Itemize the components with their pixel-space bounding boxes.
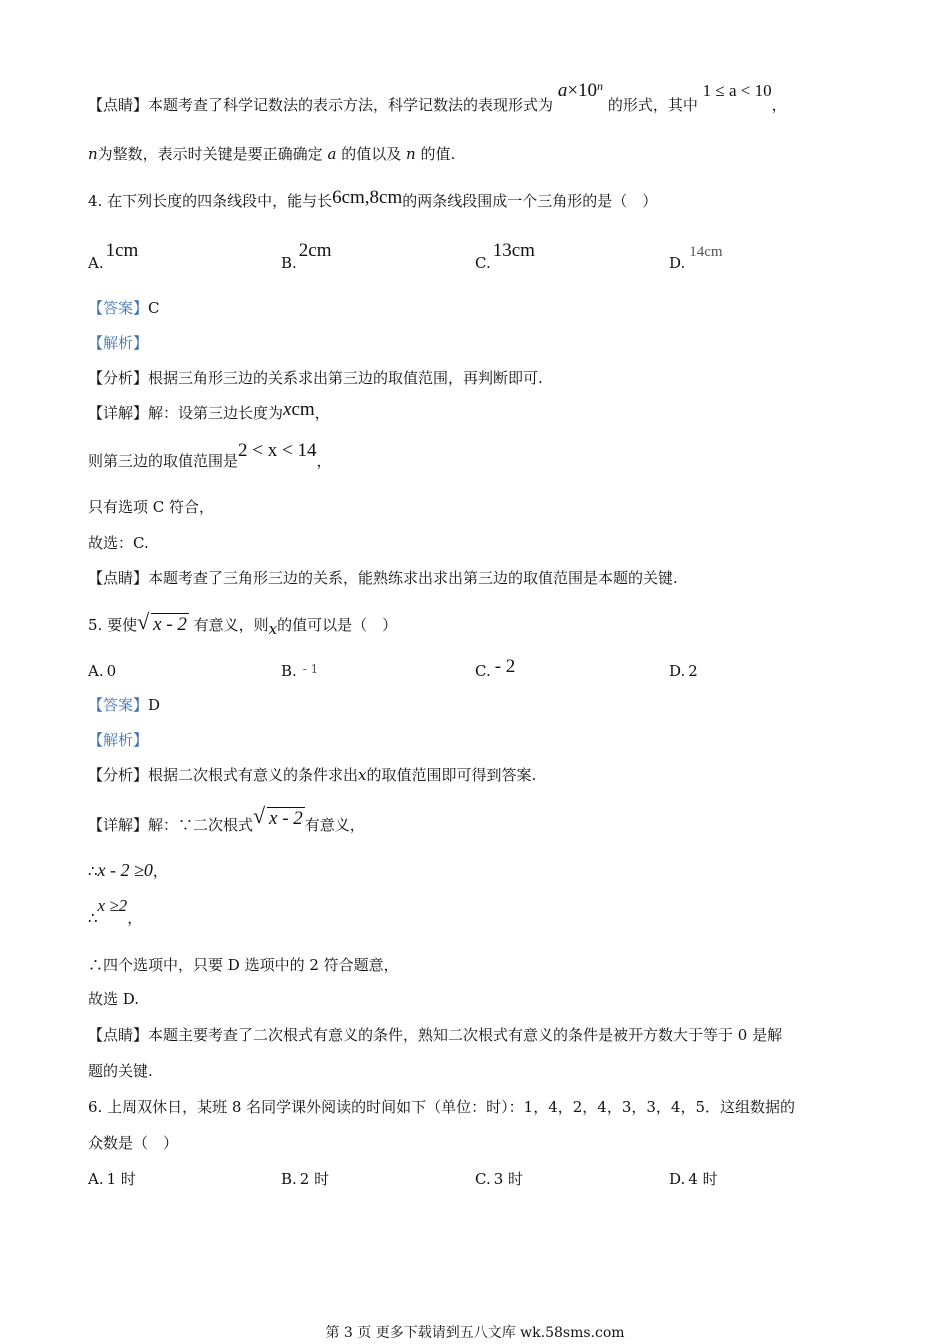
option-letter: C. — [475, 1170, 491, 1188]
var-n: n — [406, 145, 416, 163]
section-tag: 【点睛】 — [88, 96, 149, 114]
text: 根据二次根式有意义的条件求出 — [148, 766, 359, 784]
text: 众数是（ ） — [88, 1134, 179, 1152]
q4-option-b — [281, 240, 332, 274]
q4-fenxi — [88, 367, 543, 389]
q4-answer — [88, 297, 160, 319]
text: 本题主要考查了二次根式有意义的条件，熟知二次根式有意义的条件是被开方数大于等于 0 是解 — [148, 1026, 783, 1044]
q4-option-d — [669, 244, 723, 275]
text: 题的关键. — [88, 1062, 153, 1080]
option-letter: B. — [281, 662, 297, 680]
formula: 2 < x < 14 — [238, 440, 317, 461]
question-6-stem — [88, 1096, 795, 1118]
text: 故选 D. — [88, 990, 140, 1008]
q5-step-1 — [88, 859, 168, 882]
q6-option-c — [475, 1168, 524, 1190]
q4-only — [88, 496, 214, 518]
option-value: 2cm — [298, 240, 332, 261]
formula — [558, 80, 603, 101]
therefore-symbol: ∴ — [88, 909, 98, 927]
option-letter: D. — [669, 1170, 686, 1188]
q4-option-c — [475, 240, 535, 274]
option-value: 14cm — [689, 244, 723, 260]
section-tag: 【分析】 — [88, 369, 149, 387]
option-value: 0 — [106, 662, 117, 680]
radical-sign: √ — [253, 803, 266, 828]
option-letter: A. — [88, 1170, 104, 1188]
option-value: 2 — [688, 662, 698, 680]
text: 则第三边的取值范围是 — [88, 452, 239, 470]
text: ， — [127, 909, 143, 927]
var-n: n — [88, 145, 98, 163]
analysis-tag: 【解析】 — [88, 334, 149, 352]
formula: x - 2 ≥0 — [97, 860, 153, 880]
q5-option-a — [88, 660, 117, 682]
text: 的两条线段围成一个三角形的是（ ） — [402, 192, 658, 210]
q6-option-a — [88, 1168, 136, 1190]
option-value: 1cm — [105, 240, 139, 261]
option-letter: B. — [281, 254, 297, 272]
text: ∴四个选项中，只要 D 选项中的 2 符合题意， — [88, 956, 399, 974]
text: 解：设第三边长度为 — [148, 404, 284, 422]
q4-dianjing — [88, 567, 678, 589]
question-5-stem — [88, 609, 398, 638]
q4-analysis — [88, 332, 148, 354]
option-letter: D. — [669, 254, 686, 272]
section-tag: 【详解】 — [88, 816, 149, 834]
text: 故选：C. — [88, 534, 149, 552]
q5-step-3 — [88, 954, 399, 976]
text: 的值以及 — [341, 145, 402, 163]
analysis-tag: 【解析】 — [88, 731, 149, 749]
option-value: 13cm — [492, 240, 535, 261]
text: 为整数，表示时关键是要正确确定 — [97, 145, 323, 163]
q5-option-c — [475, 656, 516, 682]
q6-option-b — [281, 1168, 330, 1190]
q4-option-a — [88, 240, 139, 274]
q5-step-2 — [88, 896, 143, 929]
q5-choose — [88, 988, 139, 1010]
var-x: x — [268, 620, 278, 638]
option-letter: D. — [669, 662, 686, 680]
answer-value: C — [148, 299, 160, 317]
answer-value: D — [148, 696, 161, 714]
q5-detail — [88, 803, 365, 836]
text: 的值. — [420, 145, 456, 163]
option-letter: C. — [475, 662, 491, 680]
option-letter: C. — [475, 254, 491, 272]
text: 有意义， — [304, 816, 365, 834]
formula: xcm — [283, 399, 315, 420]
option-letter: B. — [281, 1170, 297, 1188]
option-value: - 1 — [302, 662, 319, 676]
question-6-stem-2 — [88, 1132, 178, 1154]
text: 有意义，则 — [193, 616, 269, 634]
q5-analysis — [88, 729, 148, 751]
option-letter: A. — [88, 662, 104, 680]
section-tag: 【详解】 — [88, 404, 149, 422]
range-formula: 1 ≤ a < 10 — [702, 81, 772, 100]
text: 本题考查了三角形三边的关系，能熟练求出求出第三边的取值范围是本题的关键. — [148, 569, 678, 587]
text: ， — [316, 452, 332, 470]
q5-dianjing-2 — [88, 1060, 153, 1082]
formula: 6cm,8cm — [332, 187, 403, 208]
var-a: a — [327, 145, 337, 163]
radicand: x - 2 — [269, 808, 303, 829]
text: 的取值范围即可得到答案. — [366, 766, 537, 784]
section-tag: 【分析】 — [88, 766, 149, 784]
text: 只有选项 C 符合， — [88, 498, 215, 516]
var-a: a — [557, 80, 568, 101]
q6-option-d — [669, 1168, 718, 1190]
text: ， — [771, 96, 787, 114]
q5-dianjing — [88, 1024, 782, 1046]
text: 5. 要使 — [88, 616, 138, 634]
option-letter: A. — [88, 254, 104, 272]
text: 6. 上周双休日，某班 8 名同学课外阅读的时间如下（单位：时）：1，4，2，4，3，3，4，5．这组数据的 — [88, 1098, 796, 1116]
dianjing-line-2 — [88, 143, 455, 165]
text: 根据三角形三边的关系求出第三边的取值范围，再判断即可. — [148, 369, 543, 387]
text: ， — [314, 404, 330, 422]
sqrt-expression — [253, 803, 305, 830]
option-value: - 2 — [494, 656, 516, 677]
text: 4. 在下列长度的四条线段中，能与长 — [88, 192, 333, 210]
q5-option-b — [281, 660, 319, 683]
question-4-stem — [88, 187, 658, 212]
times-ten: ×10 — [567, 80, 598, 101]
therefore-symbol: ∴ — [88, 862, 98, 880]
q5-option-d — [669, 660, 698, 682]
answer-tag: 【答案】 — [88, 696, 149, 714]
var-x: x — [358, 766, 367, 784]
radicand: x - 2 — [153, 614, 187, 635]
section-tag: 【点睛】 — [88, 1026, 149, 1044]
formula: x ≥2 — [97, 896, 128, 915]
text: 本题考查了科学记数法的表示方法，科学记数法的表现形式为 — [148, 96, 554, 114]
q4-detail — [88, 399, 330, 424]
option-value: 3 时 — [493, 1170, 524, 1188]
q4-choose — [88, 532, 149, 554]
section-tag: 【点睛】 — [88, 569, 149, 587]
text: ， — [152, 862, 168, 880]
sqrt-expression — [137, 609, 189, 636]
text: 解：∵二次根式 — [148, 816, 254, 834]
page-footer: 第 3 页 更多下载请到五八文库 wk.58sms.com — [325, 1325, 625, 1341]
option-value: 2 时 — [299, 1170, 330, 1188]
option-value: 4 时 — [688, 1170, 718, 1188]
text: 的值可以是（ ） — [277, 616, 398, 634]
dianjing-line — [88, 79, 787, 117]
text: 的形式，其中 — [607, 96, 698, 114]
q5-fenxi — [88, 764, 536, 786]
q5-answer — [88, 694, 160, 716]
option-value: 1 时 — [106, 1170, 136, 1188]
exponent: n — [597, 79, 604, 93]
q4-range — [88, 440, 332, 472]
radical-sign: √ — [137, 609, 150, 634]
answer-tag: 【答案】 — [88, 299, 149, 317]
